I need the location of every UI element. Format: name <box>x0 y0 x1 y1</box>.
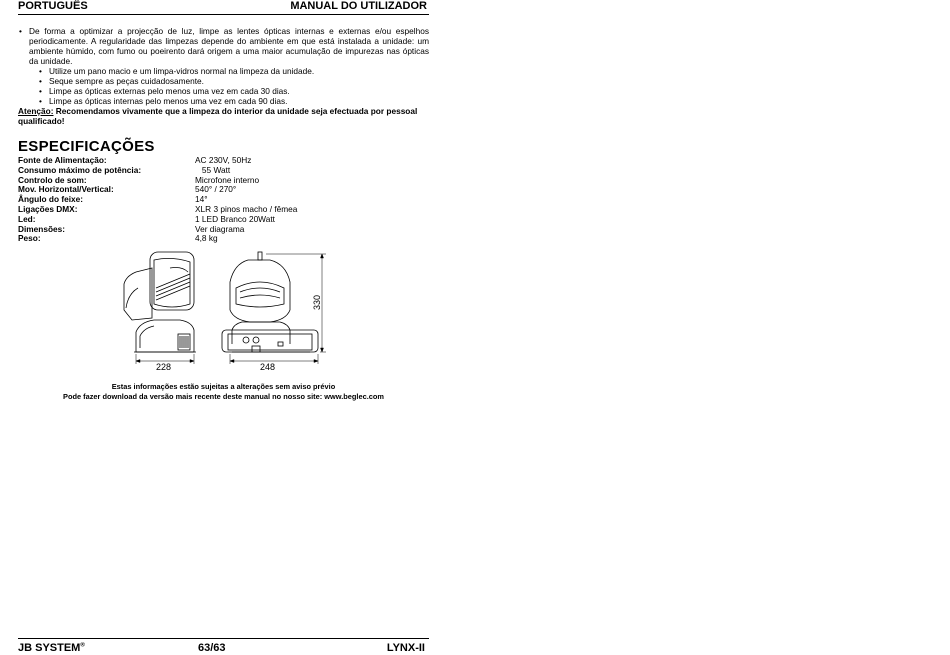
attention-note <box>18 106 429 126</box>
spec-value: 55 Watt <box>195 164 231 175</box>
header-manual-title: MANUAL DO UTILIZADOR <box>290 0 427 12</box>
page-footer <box>18 638 429 655</box>
spec-row <box>18 234 418 244</box>
spec-value: XLR 3 pinos macho / fêmea <box>195 203 298 214</box>
front-width-label: 248 <box>260 362 276 372</box>
side-width-label: 228 <box>156 362 172 372</box>
footer-page-number: 63/63 <box>198 642 226 654</box>
spec-value: 4,8 kg <box>195 233 218 244</box>
notice-line-2: Pode fazer download da versão mais recente deste manual no nosso site: www.beglec.com <box>63 391 384 401</box>
front-view-drawing <box>222 252 318 352</box>
spec-label: Led: <box>18 213 36 224</box>
spec-label: Ângulo do feixe: <box>18 194 83 205</box>
registered-mark: ® <box>80 642 85 649</box>
cleaning-step: • Limpe as ópticas externas pelo menos uma vez em cada 30 dias. <box>18 86 429 96</box>
specs-title: ESPECIFICAÇÕES <box>18 138 155 155</box>
cleaning-step: • Limpe as ópticas internas pelo menos uma vez em cada 90 dias. <box>18 96 429 106</box>
spec-value: AC 230V, 50Hz <box>195 155 252 165</box>
spec-value: Ver diagrama <box>195 223 245 234</box>
spec-label: Mov. Horizontal/Vertical: <box>18 184 114 195</box>
spec-label: Ligações DMX: <box>18 203 78 214</box>
spec-value: 1 LED Branco 20Watt <box>195 213 275 224</box>
cleaning-step: • Seque sempre as peças cuidadosamente. <box>18 76 429 86</box>
spec-value: 14° <box>195 194 208 205</box>
revision-notice <box>18 382 429 401</box>
cleaning-intro: • De forma a optimizar a projecção de luz, limpe as lentes ópticas internas e externas e/ou espelhos periodicamente. A regularidade das limpezas depende do ambiente em que está instalada a unidade: um ambiente húmido, com fumo ou poeirento dará origem a uma maior acumulação de impurezas nas ópticas da unidade. <box>18 26 429 66</box>
spec-value: 540° / 270° <box>195 184 237 195</box>
cleaning-step: • Utilize um pano macio e um limpa-vidros normal na limpeza da unidade. <box>18 66 429 76</box>
spec-label: Consumo máximo de potência: <box>18 164 142 175</box>
notice-line-1: Estas informações estão sujeitas a alterações sem aviso prévio <box>111 382 336 391</box>
attention-label: Atenção: <box>18 106 54 116</box>
footer-model: LYNX-II <box>386 642 425 654</box>
side-view-drawing <box>124 252 196 352</box>
spec-label: Controlo de som: <box>18 174 87 185</box>
page-header <box>18 0 429 15</box>
specs-table <box>18 156 418 244</box>
spec-label: Peso: <box>18 233 41 244</box>
footer-brand-name: JB SYSTEM <box>18 642 81 654</box>
header-language: PORTUGUÊS <box>18 0 88 12</box>
spec-label: Dimensões: <box>18 223 66 234</box>
spec-label: Fonte de Alimentação: <box>18 155 107 165</box>
footer-brand <box>18 642 85 654</box>
spec-row <box>18 225 418 235</box>
height-label: 330 <box>312 294 322 310</box>
spec-value: Microfone interno <box>195 174 260 185</box>
dimension-drawing <box>110 248 340 376</box>
cleaning-section <box>18 26 429 126</box>
attention-text: Recomendamos vivamente que a limpeza do interior da unidade seja efectuada por pessoal qualificado! <box>18 106 418 126</box>
